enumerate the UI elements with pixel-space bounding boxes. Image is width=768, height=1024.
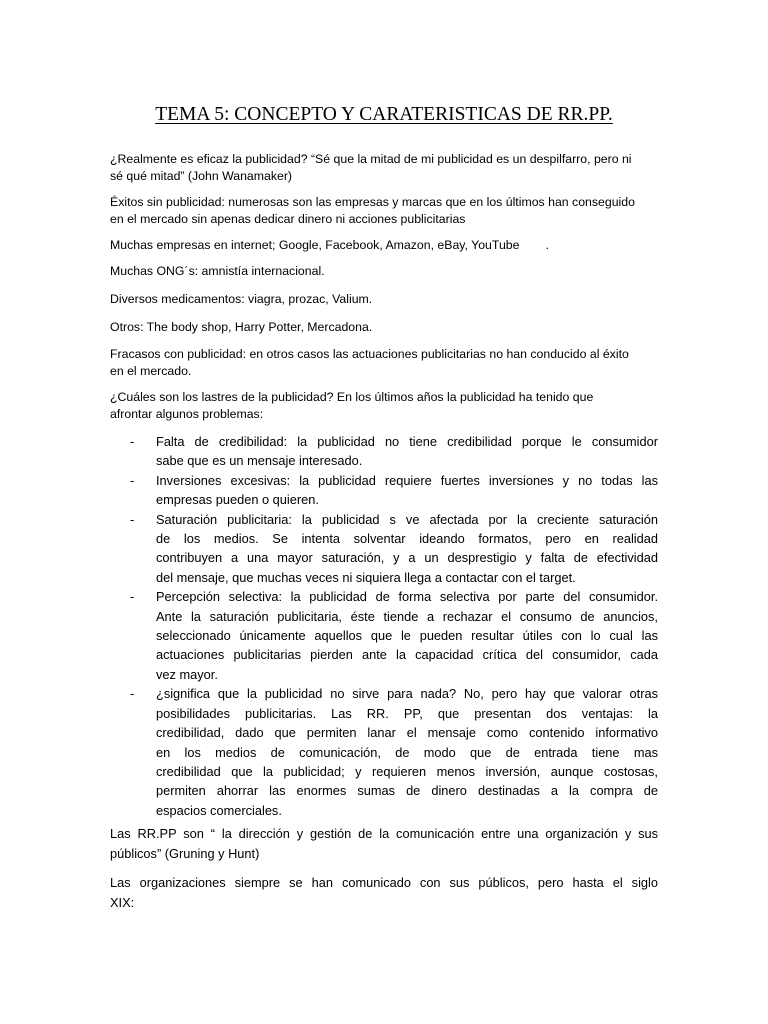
text-line: en el mercado sin apenas dedicar dinero ni acciones publicitarias [110,212,466,226]
list-dash: - [130,434,135,449]
text-line: sabe que es un mensaje interesado. [156,453,363,469]
text-line: Inversiones excesivas: la publicidad requiere fuertes inversiones y no todas las [156,472,658,488]
text-line: seleccionado únicamente aquellos que le pueden resultar útiles con lo cual las [156,628,658,644]
list-dash: - [130,472,135,488]
text-line: Diversos medicamentos: viagra, prozac, Valium. [110,292,373,306]
text-line: permiten ahorrar las enormes sumas de dinero destinadas a la compra de [156,783,658,799]
text-line: Muchas empresas en internet; Google, Facebook, Amazon, eBay, YouTube [110,238,520,252]
text-line: credibilidad que la publicidad; y requieren menos inversión, aunque costosas, [156,763,658,779]
text-line: credibilidad, dado que permiten lanar el mensaje como contenido informativo [156,725,658,741]
text-line: sé qué mitad” (John Wanamaker) [110,169,293,183]
text-line: ¿significa que la publicidad no sirve para nada? No, pero hay que valorar otras [156,686,658,702]
text-line: afrontar algunos problemas: [110,407,264,421]
list-dash: - [130,511,135,527]
text-line: XIX: [110,895,135,910]
page-title: TEMA 5: CONCEPTO Y CARATERISTICAS DE RR.PP. [155,104,613,125]
problems-list [110,432,658,820]
text-line: Percepción selectiva: la publicidad de forma selectiva por parte del consumidor. [156,589,658,605]
paragraph-ongs [110,263,658,280]
text-line: vez mayor. [156,666,218,682]
paragraph-otros [110,319,658,336]
text-line: Ante la saturación publicitaria, éste tiende a rechazar el consumo de anuncios, [156,608,658,624]
paragraph-exitos [110,194,658,228]
paragraph-wanamaker [110,151,658,185]
text-line: Saturación publicitaria: la publicidad s ve afectada por la creciente saturación [156,511,658,527]
list-item [110,471,658,510]
text-line: espacios comerciales. [156,802,282,818]
paragraph-definicion-rrpp [110,824,658,864]
text-line: públicos” (Gruning y Hunt) [110,846,260,861]
list-item [110,684,658,820]
text-line: ¿Realmente es eficaz la publicidad? “Sé que la mitad de mi publicidad es un despilfarro, pero ni [110,152,632,166]
paragraph-internet [110,237,658,254]
text-line: empresas pueden o quieren. [156,492,319,508]
paragraph-fracasos [110,346,658,380]
text-line: posibilidades publicitarias. Las RR. PP, que presentan dos ventajas: la [156,705,658,721]
list-dash: - [130,686,135,702]
trailing-dot: . [545,238,549,252]
text-line: Las organizaciones siempre se han comunicado con sus públicos, pero hasta el siglo [110,875,658,890]
text-line: Otros: The body shop, Harry Potter, Mercadona. [110,320,373,334]
text-line: del mensaje, que muchas veces ni siquiera llega a contactar con el target. [156,569,576,585]
text-line: ¿Cuáles son los lastres de la publicidad? En los últimos años la publicidad ha tenido que [110,390,594,404]
text-line: Muchas ONG´s: amnistía internacional. [110,264,325,278]
paragraph-organizaciones [110,873,658,913]
list-dash: - [130,589,135,605]
list-item [110,432,658,471]
text-line: Fracasos con publicidad: en otros casos las actuaciones publicitarias no han conducido al éxito [110,347,629,361]
text-line: actuaciones publicitarias pierden ante la capacidad crítica del consumidor, cada [156,647,658,663]
text-line: Las RR.PP son “ la dirección y gestión de la comunicación entre una organización y sus [110,826,658,841]
list-item [110,510,658,588]
text-line: en el mercado. [110,364,192,378]
text-line: de los medios. Se intenta solventar ideando formatos, pero en realidad [156,531,658,547]
text-line: en los medios de comunicación, de modo que de entrada tiene mas [156,744,658,760]
list-item [110,587,658,684]
paragraph-medicamentos [110,291,658,308]
text-line: contribuyen a una mayor saturación, y a un desprestigio y falta de efectividad [156,550,658,566]
text-line: Falta de credibilidad: la publicidad no tiene credibilidad porque le consumidor [156,434,658,449]
text-line: Éxitos sin publicidad: numerosas son las empresas y marcas que en los últimos han conseguido [110,195,635,209]
paragraph-lastres [110,389,658,423]
